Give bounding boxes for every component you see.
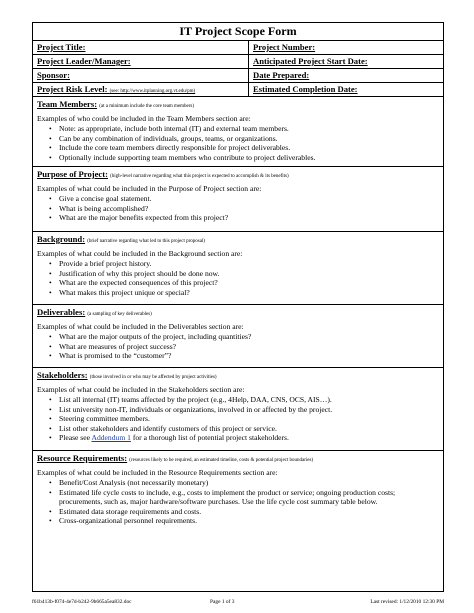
list-item: • List other stakeholders and identify customers of this project or service. — [59, 424, 439, 434]
footer-revised: Last revised: 1/12/2010 12:30 PM — [370, 599, 444, 605]
list-item: • Optionally include supporting team members who contribute to project deliverables. — [59, 153, 439, 163]
team-bullets — [37, 124, 439, 162]
stakeholders-heading: Stakeholders: — [37, 370, 88, 380]
list-item: • Benefit/Cost Analysis (not necessarily monetary) — [59, 478, 439, 488]
footer-page-number: Page 1 of 3 — [210, 599, 235, 605]
section-team-members — [33, 97, 443, 167]
section-stakeholders — [33, 368, 443, 451]
purpose-note: (high-level narrative regarding what this project is expected to accomplish & its benefits) — [110, 174, 289, 179]
project-title-field[interactable]: Project Title: — [33, 41, 249, 54]
section-heading — [37, 453, 439, 466]
list-item: • Estimated life cycle costs to include, e.g., costs to implement the product or service; ongoing production costs; procurements, such as, major hardware/software purchases. Use the life cycle cost summary table below. — [59, 488, 439, 507]
risk-level-label: Project Risk Level: — [37, 84, 108, 94]
section-heading — [37, 169, 439, 182]
list-item: • What are the major outputs of the project, including quantities? — [59, 332, 439, 342]
risk-link[interactable]: http://www.itplanning.org.vt.edu/pm — [120, 89, 194, 94]
sponsor-field[interactable]: Sponsor: — [33, 69, 249, 82]
purpose-bullets — [37, 194, 439, 223]
list-item: • List university non-IT, individuals or organizations, involved in or affected by the project. — [59, 405, 439, 415]
date-prepared-field[interactable]: Date Prepared: — [253, 70, 310, 80]
anticipated-start-field[interactable]: Anticipated Project Start Date: — [253, 56, 368, 66]
risk-level-field[interactable] — [33, 83, 249, 96]
list-item: • What are the expected consequences of this project? — [59, 278, 439, 288]
deliverables-note: (a sampling of key deliverables) — [87, 312, 152, 317]
purpose-heading: Purpose of Project: — [37, 169, 108, 179]
list-item: • Include the core team members directly responsible for project deliverables. — [59, 143, 439, 153]
list-item: • Give a concise goal statement. — [59, 194, 439, 204]
resources-note: (resources likely to be required, an estimated timeline, costs & potential project boundaries) — [129, 458, 314, 463]
section-heading — [37, 234, 439, 247]
header-row-3 — [33, 69, 443, 83]
list-item: • Can be any combination of individuals, groups, teams, or organizations. — [59, 134, 439, 144]
addendum-pre: Please see — [59, 433, 92, 443]
stakeholders-note: (those involved in or who may be affected by project activities) — [89, 375, 217, 380]
section-heading — [37, 307, 439, 320]
list-item: • Provide a brief project history. — [59, 259, 439, 269]
risk-see-prefix: (see: — [109, 89, 121, 94]
list-item: • Note: as appropriate, include both internal (IT) and external team members. — [59, 124, 439, 134]
deliverables-heading: Deliverables: — [37, 307, 86, 317]
purpose-intro: Examples of what could be included in the Purpose of Project section are: — [37, 184, 262, 193]
list-item: • Cross-organizational personnel requirements. — [59, 516, 439, 526]
deliverables-intro: Examples of what could be included in the Deliverables section are: — [37, 322, 244, 331]
section-background — [33, 232, 443, 305]
list-item: • Estimated data storage requirements and costs. — [59, 507, 439, 517]
section-deliverables — [33, 305, 443, 368]
page-footer — [32, 597, 444, 607]
team-intro: Examples of who could be included in the Team Members section are: — [37, 114, 251, 123]
header-row-4 — [33, 83, 443, 97]
list-item: • List all internal (IT) teams affected by the project (e.g., 4Help, DAA, CNS, OCS, AIS…). — [59, 395, 439, 405]
stakeholders-intro: Examples of what could be included in the Stakeholders section are: — [37, 385, 245, 394]
background-note: (brief narrative regarding what led to this project proposal) — [87, 239, 205, 244]
scope-form — [32, 22, 444, 592]
list-item: • What are measures of project success? — [59, 342, 439, 352]
list-item: • What is being accomplished? — [59, 204, 439, 214]
form-title: IT Project Scope Form — [33, 23, 443, 41]
list-item: • What makes this project unique or special? — [59, 288, 439, 298]
list-item: • What is promised to the “customer”? — [59, 351, 439, 361]
addendum-post: for a thorough list of potential project stakeholders. — [130, 433, 289, 443]
section-heading — [37, 99, 439, 112]
list-item — [59, 433, 439, 443]
risk-see-text — [110, 89, 196, 94]
background-intro: Examples of what could be included in the Background section are: — [37, 249, 243, 258]
risk-see-suffix: ) — [193, 89, 196, 94]
section-heading — [37, 370, 439, 383]
team-note: (at a minimum include the core team members) — [99, 104, 195, 109]
resources-bullets — [37, 478, 439, 526]
background-heading: Background: — [37, 234, 86, 244]
project-number-field[interactable]: Project Number: — [253, 42, 316, 52]
resources-intro: Examples of what could be included in the Resource Requirements section are: — [37, 468, 278, 477]
stakeholders-bullets — [37, 395, 439, 443]
resources-heading: Resource Requirements: — [37, 453, 128, 463]
section-purpose — [33, 167, 443, 232]
list-item: • Justification of why this project should be done now. — [59, 269, 439, 279]
section-resources — [33, 451, 443, 545]
deliverables-bullets — [37, 332, 439, 361]
list-item: • Steering committee members. — [59, 414, 439, 424]
est-completion-field[interactable]: Estimated Completion Date: — [253, 84, 358, 94]
header-row-2 — [33, 55, 443, 69]
background-bullets — [37, 259, 439, 297]
list-item: • What are the major benefits expected from this project? — [59, 213, 439, 223]
footer-doc-name: f61b413b-f074-4e7d-b242-9b665a5ea832.doc — [32, 599, 132, 605]
header-row-1 — [33, 41, 443, 55]
addendum-link[interactable]: Addendum 1 — [91, 433, 131, 443]
project-leader-field[interactable]: Project Leader/Manager: — [33, 55, 249, 68]
team-heading: Team Members: — [37, 99, 98, 109]
